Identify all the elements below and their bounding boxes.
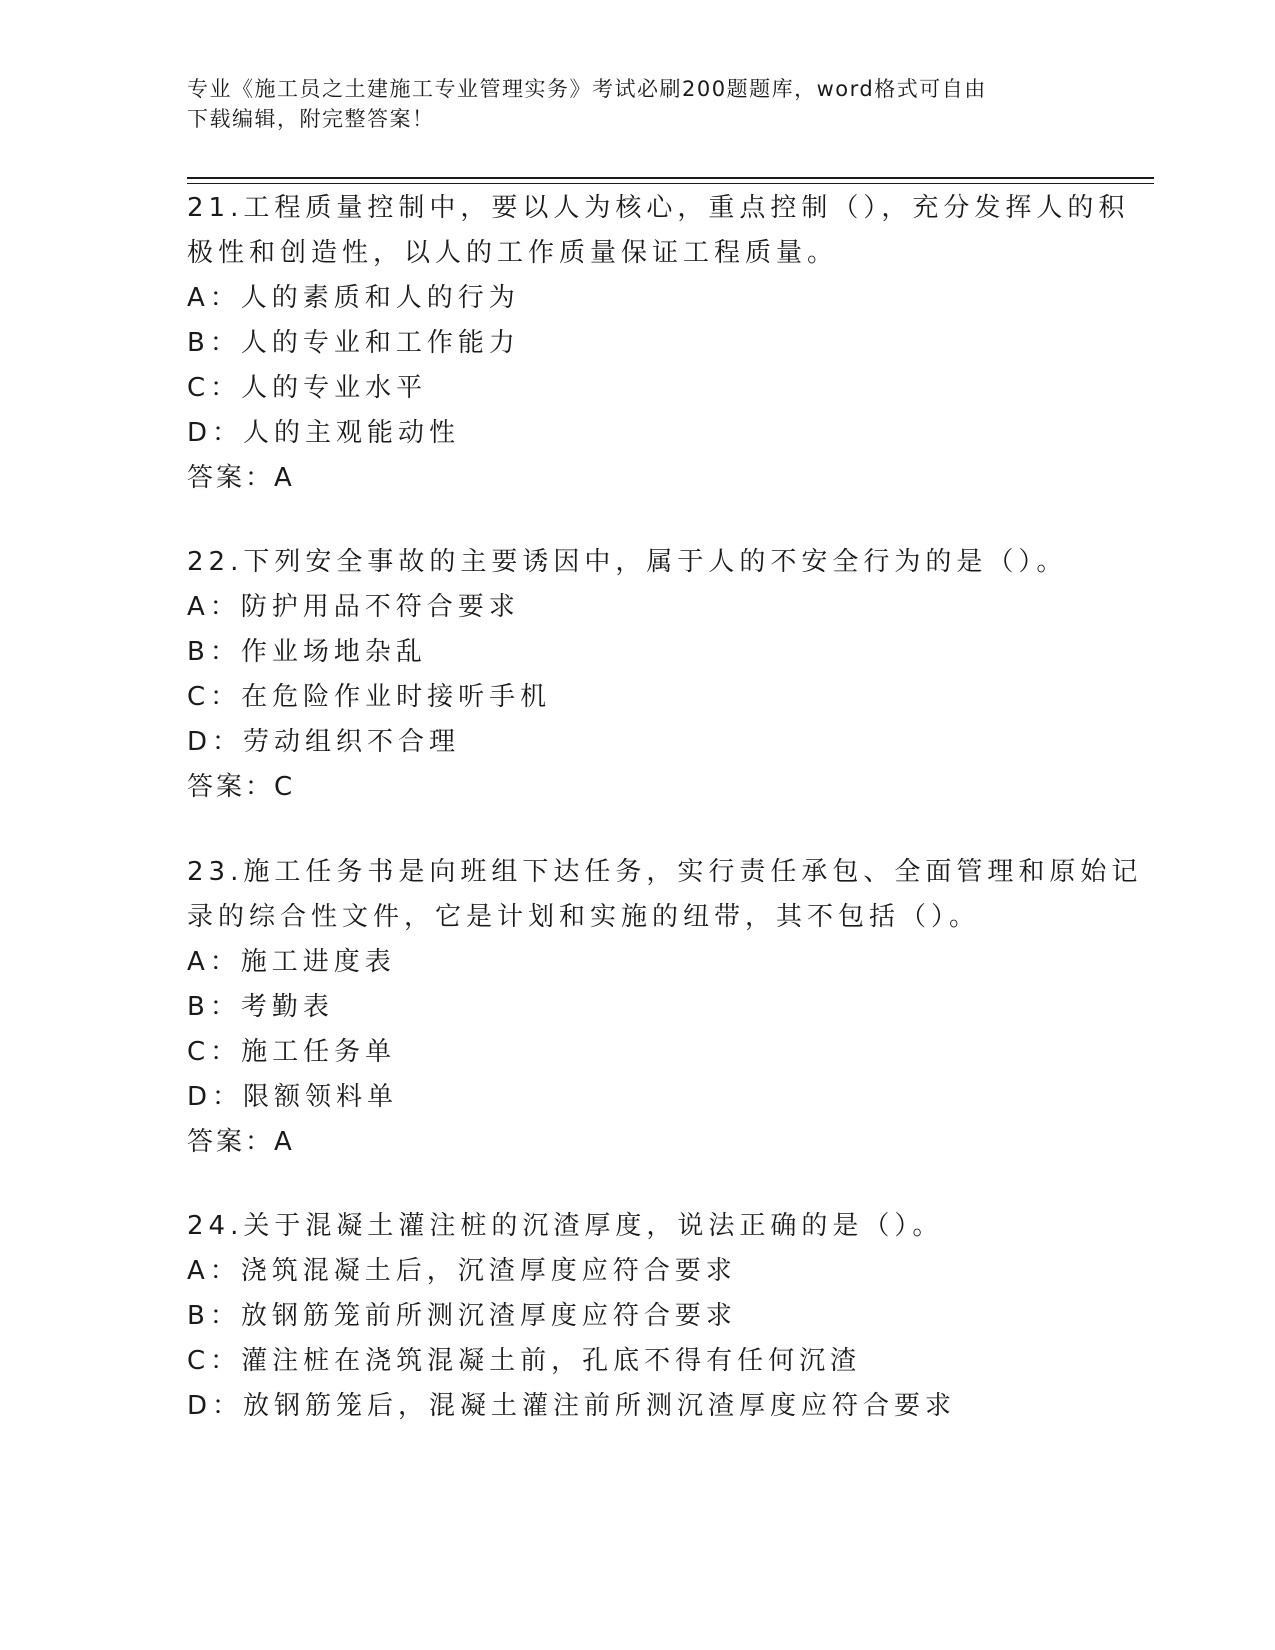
option-b: B：人的专业和工作能力 [187, 328, 520, 358]
answer-line: 答案：C [187, 772, 296, 802]
option-c: C：人的专业水平 [187, 373, 428, 403]
question-24 [187, 1204, 1087, 1429]
option-a: A：防护用品不符合要求 [187, 592, 520, 622]
option-a: A：浇筑混凝土后，沉渣厚度应符合要求 [187, 1256, 737, 1286]
question-stem-line: 24.关于混凝土灌注桩的沉渣厚度，说法正确的是（）。 [187, 1211, 944, 1241]
option-b: B：放钢筋笼前所测沉渣厚度应符合要求 [187, 1301, 737, 1331]
question-21 [187, 186, 1130, 501]
option-c: C：在危险作业时接听手机 [187, 682, 552, 712]
header-line-1: 专业《施工员之土建施工专业管理实务》考试必刷200题题库，word格式可自由 [187, 77, 987, 101]
question-23 [187, 850, 1143, 1165]
option-d: D：人的主观能动性 [187, 418, 461, 448]
option-d: D：放钢筋笼后，混凝土灌注前所测沉渣厚度应符合要求 [187, 1391, 957, 1421]
question-stem-line: 极性和创造性，以人的工作质量保证工程质量。 [187, 238, 839, 268]
question-22 [187, 540, 1087, 810]
option-d: D：劳动组织不合理 [187, 727, 461, 757]
option-a: A：施工进度表 [187, 947, 396, 977]
option-b: B：考勤表 [187, 992, 334, 1022]
question-stem-line: 录的综合性文件，它是计划和实施的纽带，其不包括（）。 [187, 902, 981, 932]
option-c: C：施工任务单 [187, 1037, 397, 1067]
option-a: A：人的素质和人的行为 [187, 283, 520, 313]
answer-line: 答案：A [187, 463, 295, 493]
answer-line: 答案：A [187, 1127, 295, 1157]
document-header [187, 74, 1087, 134]
header-line-2: 下载编辑，附完整答案！ [187, 107, 435, 131]
header-divider-thick [187, 177, 1154, 179]
question-stem-line: 23.施工任务书是向班组下达任务，实行责任承包、全面管理和原始记 [187, 857, 1143, 887]
question-stem-line: 22.下列安全事故的主要诱因中，属于人的不安全行为的是（）。 [187, 547, 1068, 577]
option-d: D：限额领料单 [187, 1082, 399, 1112]
header-divider-thin [187, 183, 1154, 184]
option-c: C：灌注桩在浇筑混凝土前，孔底不得有任何沉渣 [187, 1346, 862, 1376]
question-stem-line: 21.工程质量控制中，要以人为核心，重点控制（），充分发挥人的积 [187, 193, 1130, 223]
option-b: B：作业场地杂乱 [187, 637, 427, 667]
